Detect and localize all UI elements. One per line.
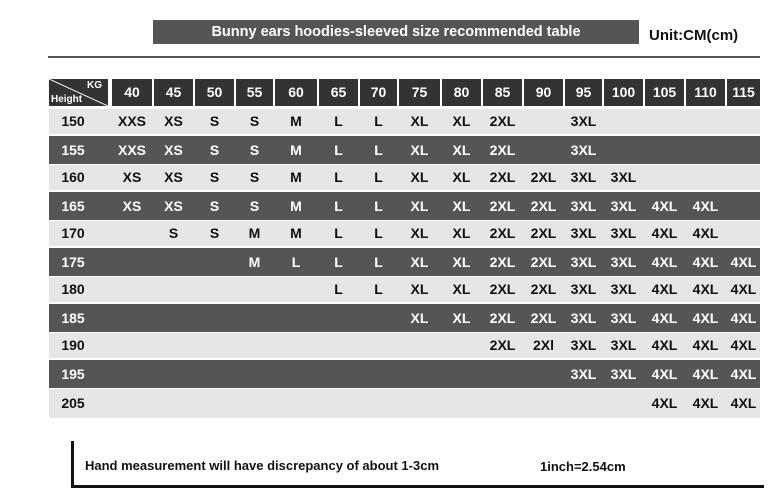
weight-header-45: 45 <box>154 79 193 106</box>
height-cell: 160 <box>61 169 85 185</box>
size-cell: 3XL <box>610 366 637 382</box>
size-cell: L <box>334 254 343 270</box>
height-axis-label: Height <box>51 94 83 105</box>
table-row <box>49 109 760 134</box>
size-cell: L <box>334 198 343 214</box>
weight-header-70: 70 <box>360 79 397 106</box>
size-cell: 4XL <box>692 198 719 214</box>
size-cell: 2XL <box>530 198 557 214</box>
table-row <box>49 248 760 276</box>
table-row <box>49 165 760 190</box>
size-cell: L <box>334 142 343 158</box>
size-cell: 3XL <box>570 113 597 129</box>
size-cell: 3XL <box>570 198 597 214</box>
size-cell: S <box>249 142 260 158</box>
table-row <box>49 221 760 246</box>
size-cell: 4XL <box>692 337 719 353</box>
size-cell: XL <box>410 254 429 270</box>
inch-conversion: 1inch=2.54cm <box>540 459 626 474</box>
size-cell: 2XL <box>489 310 516 326</box>
size-cell: M <box>290 142 302 158</box>
size-cell: XL <box>452 198 471 214</box>
size-cell: 2XL <box>489 198 516 214</box>
size-cell: 4XL <box>692 225 719 241</box>
size-cell: XL <box>410 198 429 214</box>
size-cell: 4XL <box>730 395 757 411</box>
weight-header-85: 85 <box>483 79 522 106</box>
size-cell: XL <box>410 281 429 297</box>
size-cell: XL <box>410 169 429 185</box>
size-cell: L <box>374 169 383 185</box>
table-row <box>49 333 760 358</box>
size-cell: XL <box>410 113 429 129</box>
height-cell: 180 <box>61 281 85 297</box>
size-cell: 2XL <box>489 225 516 241</box>
size-cell: 3XL <box>570 225 597 241</box>
size-cell: 4XL <box>730 281 757 297</box>
size-cell: 4XL <box>730 366 757 382</box>
size-cell: S <box>209 169 220 185</box>
height-cell: 205 <box>61 395 85 411</box>
weight-header-115: 115 <box>727 79 760 106</box>
size-cell: XL <box>452 142 471 158</box>
size-cell: S <box>209 113 220 129</box>
height-cell: 170 <box>61 225 85 241</box>
weight-header-100: 100 <box>604 79 643 106</box>
size-cell: 4XL <box>692 366 719 382</box>
size-cell: 2XL <box>530 281 557 297</box>
height-cell: 185 <box>61 310 85 326</box>
size-cell: S <box>209 225 220 241</box>
weight-axis-label: KG <box>87 80 102 91</box>
size-cell: L <box>374 281 383 297</box>
height-cell: 155 <box>61 142 85 158</box>
size-cell: XL <box>410 310 429 326</box>
size-cell: 2XL <box>489 113 516 129</box>
size-cell: 4XL <box>651 310 678 326</box>
size-cell: 4XL <box>651 337 678 353</box>
size-cell: S <box>209 198 220 214</box>
size-cell: M <box>290 198 302 214</box>
size-cell: 4XL <box>730 254 757 270</box>
size-cell: 2XL <box>530 254 557 270</box>
size-cell: 4XL <box>651 254 678 270</box>
size-cell: XS <box>164 113 183 129</box>
size-cell: 3XL <box>610 169 637 185</box>
size-cell: 4XL <box>692 395 719 411</box>
size-cell: XL <box>410 142 429 158</box>
size-cell: L <box>374 198 383 214</box>
table-title: Bunny ears hoodies-sleeved size recommended table <box>153 20 639 44</box>
size-cell: XS <box>164 198 183 214</box>
size-cell: XS <box>164 142 183 158</box>
size-cell: 3XL <box>570 142 597 158</box>
size-cell: 4XL <box>651 366 678 382</box>
weight-header-40: 40 <box>112 79 152 106</box>
size-cell: XL <box>452 169 471 185</box>
size-cell: 3XL <box>610 281 637 297</box>
size-cell: M <box>290 225 302 241</box>
size-cell: 2XL <box>530 225 557 241</box>
size-cell: S <box>249 169 260 185</box>
height-cell: 175 <box>61 254 85 270</box>
size-cell: XL <box>452 225 471 241</box>
size-cell: S <box>168 225 179 241</box>
size-cell: 4XL <box>651 395 678 411</box>
size-cell: 3XL <box>610 337 637 353</box>
size-cell: M <box>290 169 302 185</box>
size-cell: L <box>291 254 301 270</box>
size-cell: L <box>374 225 383 241</box>
size-cell: M <box>290 113 302 129</box>
size-cell: 4XL <box>730 337 757 353</box>
size-cell: XL <box>452 254 471 270</box>
size-cell: XL <box>452 113 471 129</box>
size-cell: S <box>209 142 220 158</box>
size-cell: 3XL <box>610 310 637 326</box>
weight-header-80: 80 <box>442 79 481 106</box>
height-cell: 190 <box>61 337 85 353</box>
size-cell: M <box>248 225 261 241</box>
table-row <box>49 389 760 418</box>
table-row <box>49 277 760 302</box>
table-row <box>49 136 760 164</box>
size-cell: 3XL <box>570 254 597 270</box>
size-cell: S <box>249 198 260 214</box>
size-cell: L <box>334 113 343 129</box>
size-cell: 3XL <box>570 281 597 297</box>
weight-header-50: 50 <box>195 79 234 106</box>
weight-header-95: 95 <box>565 79 602 106</box>
size-cell: XS <box>122 169 142 185</box>
size-cell: 4XL <box>730 310 757 326</box>
size-cell: 3XL <box>570 337 597 353</box>
size-cell: 3XL <box>610 198 637 214</box>
size-cell: 2XL <box>489 169 516 185</box>
size-cell: XL <box>452 310 471 326</box>
weight-header-75: 75 <box>399 79 440 106</box>
size-cell: 2Xl <box>532 337 554 353</box>
title-divider <box>48 56 760 58</box>
size-cell: L <box>334 169 343 185</box>
size-cell: 4XL <box>651 225 678 241</box>
size-cell: 2XL <box>489 337 516 353</box>
unit-label: Unit:CM(cm) <box>649 27 739 44</box>
weight-header-90: 90 <box>524 79 563 106</box>
size-cell: XXS <box>117 142 146 158</box>
size-cell: 4XL <box>651 281 678 297</box>
size-cell: XS <box>122 198 142 214</box>
corner-header <box>49 79 108 106</box>
table-row <box>49 192 760 220</box>
size-cell: L <box>334 225 343 241</box>
weight-header-55: 55 <box>236 79 273 106</box>
weight-header-65: 65 <box>319 79 358 106</box>
size-cell: 2XL <box>530 169 557 185</box>
size-cell: S <box>249 113 260 129</box>
height-cell: 150 <box>61 113 85 129</box>
size-cell: 3XL <box>570 169 597 185</box>
size-cell: 3XL <box>610 225 637 241</box>
table-row <box>49 304 760 332</box>
measurement-note: Hand measurement will have discrepancy of about 1-3cm <box>85 458 440 473</box>
weight-header-110: 110 <box>686 79 725 106</box>
size-cell: 2XL <box>489 254 516 270</box>
size-cell: 2XL <box>530 310 557 326</box>
size-cell: 4XL <box>692 281 719 297</box>
size-cell: 2XL <box>489 281 516 297</box>
weight-header-105: 105 <box>645 79 684 106</box>
size-cell: 3XL <box>570 310 597 326</box>
size-cell: M <box>248 254 261 270</box>
size-cell: 3XL <box>570 366 597 382</box>
size-cell: L <box>374 142 383 158</box>
size-cell: 4XL <box>651 198 678 214</box>
size-cell: XL <box>410 225 429 241</box>
table-row <box>49 360 760 388</box>
height-cell: 195 <box>61 366 85 382</box>
size-cell: XXS <box>117 113 146 129</box>
size-cell: L <box>374 113 383 129</box>
size-cell: 4XL <box>692 310 719 326</box>
size-cell: L <box>334 281 343 297</box>
size-cell: XL <box>452 281 471 297</box>
size-cell: XS <box>164 169 183 185</box>
size-cell: 2XL <box>489 142 516 158</box>
height-cell: 165 <box>61 198 85 214</box>
weight-header-60: 60 <box>275 79 317 106</box>
size-cell: L <box>374 254 383 270</box>
size-cell: 3XL <box>610 254 637 270</box>
size-cell: 4XL <box>692 254 719 270</box>
